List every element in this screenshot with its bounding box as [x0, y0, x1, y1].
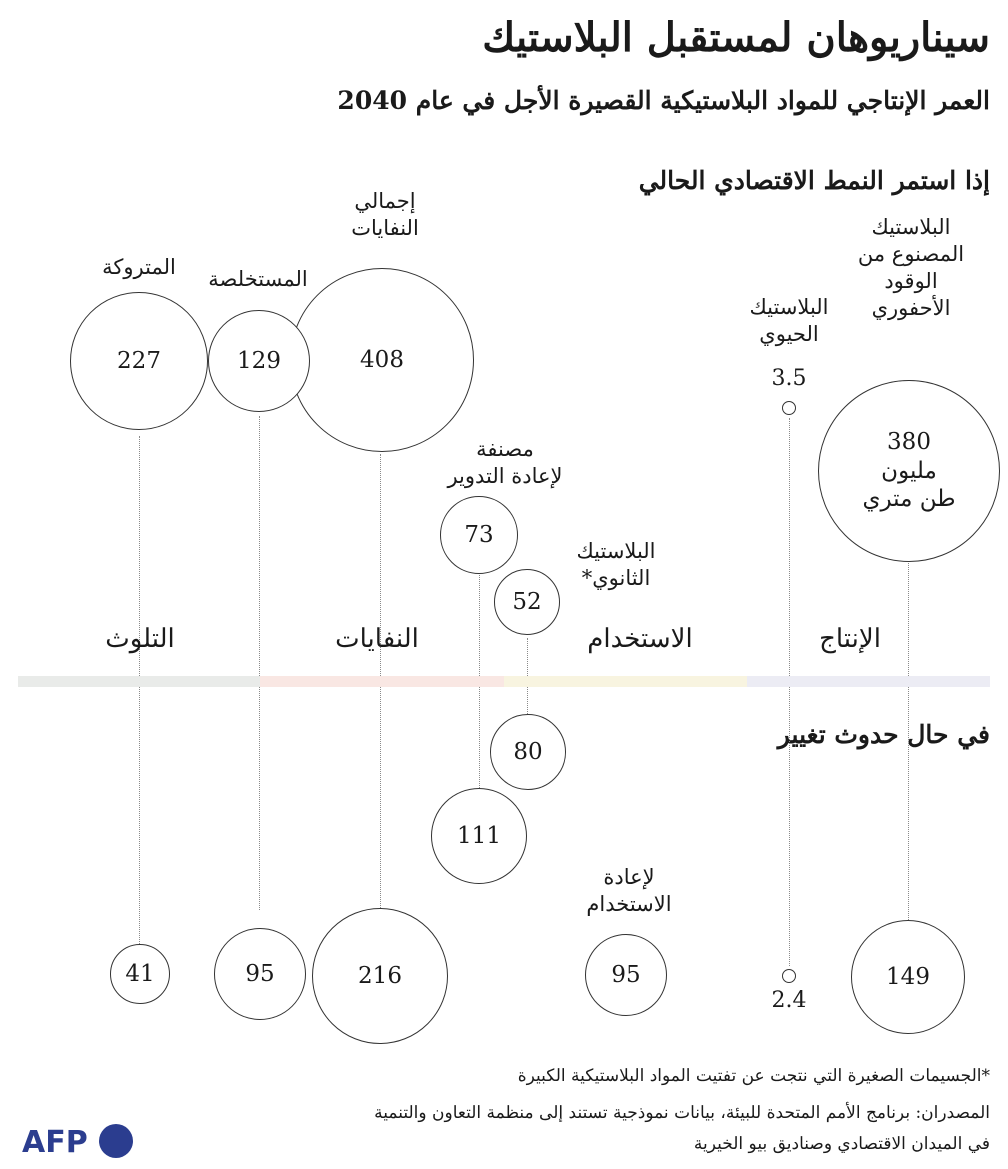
phase-use: الاستخدام [587, 624, 693, 654]
page-subtitle: العمر الإنتاجي للمواد البلاستيكية القصيرة الأجل في عام 2040 [337, 86, 990, 115]
phase-pollution: التلوث [105, 624, 175, 654]
band-pollution [18, 676, 260, 687]
bubble-secondary-current: 52 [494, 569, 560, 635]
value-bio-current: 3.5 [771, 366, 807, 391]
bubble-sorted-current: 73 [440, 496, 518, 574]
label-reuse: لإعادة الاستخدام [586, 865, 672, 916]
label-sorted-recycling: مصنفة لإعادة التدوير [447, 437, 563, 488]
value-bio-change: 2.4 [771, 988, 807, 1013]
connector-fossil [908, 538, 909, 922]
bubble-total-waste-current: 408 [290, 268, 474, 452]
band-use [504, 676, 747, 687]
label-secondary-star: * [581, 565, 593, 590]
bubble-fossil-current: 380 مليون طن متري [818, 380, 1000, 562]
section-current-trend: إذا استمر النمط الاقتصادي الحالي [638, 166, 990, 195]
bubble-fossil-change: 149 [851, 920, 965, 1034]
afp-logo-dot-icon [99, 1124, 133, 1158]
band-production [747, 676, 990, 687]
connector-recovered [259, 416, 260, 910]
label-secondary-plastic: البلاستيك الثانوي* [576, 539, 656, 590]
bubble-sorted-change: 111 [431, 788, 527, 884]
footnote-microplastics: *الجسيمات الصغيرة التي نتجت عن تفتيت المواد البلاستيكية الكبيرة [517, 1066, 990, 1086]
bubble-reuse-change: 95 [585, 934, 667, 1016]
bubble-recovered-current: 129 [208, 310, 310, 412]
footnote-sources-line1: المصدران: برنامج الأمم المتحدة للبيئة، بيانات نموذجية تستند إلى منظمة التعاون والتنمية [374, 1103, 990, 1123]
label-fossil-plastic: البلاستيك المصنوع من الوقود الأحفوري [857, 215, 965, 320]
afp-logo: AFP [22, 1125, 88, 1160]
bubble-left-current: 227 [70, 292, 208, 430]
label-bio-plastic: البلاستيك الحيوي [749, 295, 829, 346]
connector-left [139, 436, 140, 956]
bubble-bio-change [782, 969, 796, 983]
phase-waste: النفايات [335, 624, 419, 654]
label-left: المتروكة [102, 255, 176, 279]
band-waste [260, 676, 504, 687]
footnote-sources-line2: في الميدان الاقتصادي وصناديق بيو الخيرية [693, 1134, 990, 1154]
page-title: سيناريوهان لمستقبل البلاستيك [482, 14, 990, 61]
section-change-scenario: في حال حدوث تغيير [777, 720, 990, 749]
bubble-bio-current [782, 401, 796, 415]
label-total-waste: إجمالي النفايات [351, 189, 419, 240]
bubble-secondary-change: 80 [490, 714, 566, 790]
phase-production: الإنتاج [819, 624, 881, 654]
bubble-recovered-change: 95 [214, 928, 306, 1020]
label-recovered: المستخلصة [208, 267, 308, 291]
connector-bio [789, 418, 790, 966]
bubble-total-waste-change: 216 [312, 908, 448, 1044]
bubble-left-change: 41 [110, 944, 170, 1004]
